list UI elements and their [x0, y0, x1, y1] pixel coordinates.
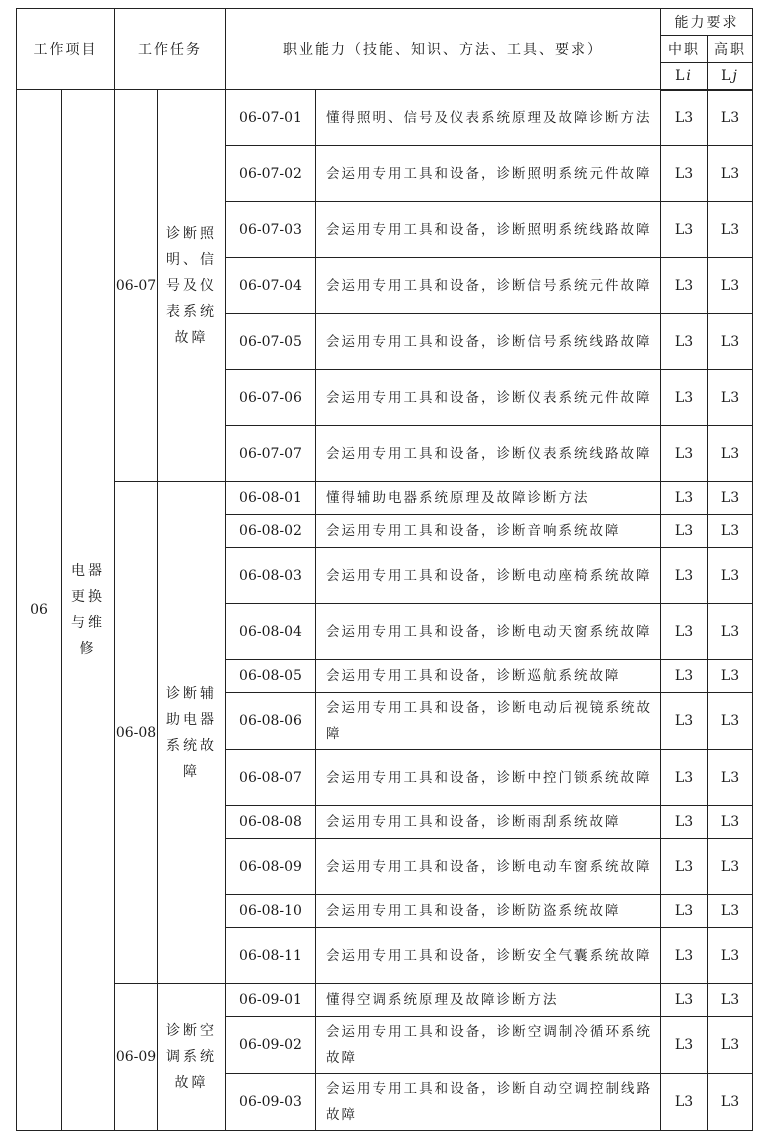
ability-id: 06-07-06 — [226, 370, 316, 426]
mid-level: L3 — [661, 984, 708, 1017]
high-level: L3 — [708, 482, 753, 515]
high-level: L3 — [708, 693, 753, 750]
table-body — [17, 90, 753, 1131]
header-lj — [708, 63, 753, 90]
ability-text: 会运用专用工具和设备，诊断电动天窗系统故障 — [316, 604, 661, 660]
mid-level: L3 — [661, 370, 708, 426]
ability-id: 06-07-02 — [226, 146, 316, 202]
high-level: L3 — [708, 806, 753, 839]
ability-text: 懂得辅助电器系统原理及故障诊断方法 — [316, 482, 661, 515]
ability-text: 会运用专用工具和设备，诊断信号系统线路故障 — [316, 314, 661, 370]
mid-level: L3 — [661, 548, 708, 604]
header-li — [661, 63, 708, 90]
high-level: L3 — [708, 258, 753, 314]
ability-id: 06-07-03 — [226, 202, 316, 258]
mid-level: L3 — [661, 314, 708, 370]
competency-table-sheet — [16, 8, 752, 1131]
high-level: L3 — [708, 984, 753, 1017]
header-lj-prefix: L — [721, 67, 733, 84]
ability-text: 会运用专用工具和设备，诊断照明系统元件故障 — [316, 146, 661, 202]
high-level: L3 — [708, 660, 753, 693]
header-work-task: 工作任务 — [115, 9, 226, 90]
header-li-prefix: L — [675, 67, 687, 84]
project-code: 06 — [17, 90, 62, 1131]
high-level: L3 — [708, 370, 753, 426]
ability-text: 会运用专用工具和设备，诊断中控门锁系统故障 — [316, 750, 661, 806]
ability-text: 会运用专用工具和设备，诊断音响系统故障 — [316, 515, 661, 548]
mid-level: L3 — [661, 202, 708, 258]
table-row — [17, 482, 753, 515]
high-level: L3 — [708, 146, 753, 202]
ability-id: 06-07-04 — [226, 258, 316, 314]
ability-id: 06-09-01 — [226, 984, 316, 1017]
high-level: L3 — [708, 750, 753, 806]
ability-text: 会运用专用工具和设备，诊断空调制冷循环系统故障 — [316, 1017, 661, 1074]
ability-text: 懂得空调系统原理及故障诊断方法 — [316, 984, 661, 1017]
mid-level: L3 — [661, 426, 708, 482]
mid-level: L3 — [661, 750, 708, 806]
ability-text: 会运用专用工具和设备，诊断电动车窗系统故障 — [316, 839, 661, 895]
mid-level: L3 — [661, 895, 708, 928]
ability-id: 06-08-06 — [226, 693, 316, 750]
ability-id: 06-08-07 — [226, 750, 316, 806]
high-level: L3 — [708, 314, 753, 370]
high-level: L3 — [708, 928, 753, 984]
table-header — [17, 9, 753, 90]
project-name: 电器更换与维修 — [62, 90, 115, 1131]
ability-id: 06-08-08 — [226, 806, 316, 839]
ability-id: 06-08-04 — [226, 604, 316, 660]
header-lj-sub: j — [732, 67, 739, 84]
ability-id: 06-08-09 — [226, 839, 316, 895]
task-code: 06-09 — [115, 984, 158, 1131]
task-code: 06-08 — [115, 482, 158, 984]
mid-level: L3 — [661, 258, 708, 314]
ability-text: 会运用专用工具和设备，诊断仪表系统元件故障 — [316, 370, 661, 426]
task-name: 诊断照明、信号及仪表系统故障 — [158, 90, 226, 482]
mid-level: L3 — [661, 839, 708, 895]
high-level: L3 — [708, 604, 753, 660]
ability-id: 06-08-02 — [226, 515, 316, 548]
header-requirement: 能力要求 — [661, 9, 753, 36]
high-level: L3 — [708, 90, 753, 146]
ability-id: 06-09-03 — [226, 1074, 316, 1131]
ability-text: 会运用专用工具和设备，诊断仪表系统线路故障 — [316, 426, 661, 482]
mid-level: L3 — [661, 1074, 708, 1131]
ability-id: 06-07-05 — [226, 314, 316, 370]
header-work-item: 工作项目 — [17, 9, 115, 90]
high-level: L3 — [708, 515, 753, 548]
ability-id: 06-08-11 — [226, 928, 316, 984]
mid-level: L3 — [661, 693, 708, 750]
ability-text: 会运用专用工具和设备，诊断电动后视镜系统故障 — [316, 693, 661, 750]
mid-level: L3 — [661, 660, 708, 693]
mid-level: L3 — [661, 806, 708, 839]
ability-text: 会运用专用工具和设备，诊断照明系统线路故障 — [316, 202, 661, 258]
header-li-sub: i — [686, 67, 693, 84]
ability-text: 会运用专用工具和设备，诊断巡航系统故障 — [316, 660, 661, 693]
ability-text: 懂得照明、信号及仪表系统原理及故障诊断方法 — [316, 90, 661, 146]
task-name: 诊断空调系统故障 — [158, 984, 226, 1131]
table-row — [17, 90, 753, 146]
ability-id: 06-08-05 — [226, 660, 316, 693]
high-level: L3 — [708, 895, 753, 928]
high-level: L3 — [708, 1074, 753, 1131]
mid-level: L3 — [661, 146, 708, 202]
ability-id: 06-08-03 — [226, 548, 316, 604]
mid-level: L3 — [661, 604, 708, 660]
competency-table — [16, 8, 753, 1131]
ability-id: 06-08-10 — [226, 895, 316, 928]
high-level: L3 — [708, 426, 753, 482]
ability-id: 06-09-02 — [226, 1017, 316, 1074]
task-name: 诊断辅助电器系统故障 — [158, 482, 226, 984]
mid-level: L3 — [661, 515, 708, 548]
ability-text: 会运用专用工具和设备，诊断雨刮系统故障 — [316, 806, 661, 839]
mid-level: L3 — [661, 928, 708, 984]
high-level: L3 — [708, 548, 753, 604]
header-mid: 中职 — [661, 36, 708, 63]
ability-id: 06-08-01 — [226, 482, 316, 515]
high-level: L3 — [708, 202, 753, 258]
header-ability: 职业能力（技能、知识、方法、工具、要求） — [226, 9, 661, 90]
high-level: L3 — [708, 1017, 753, 1074]
ability-id: 06-07-01 — [226, 90, 316, 146]
ability-id: 06-07-07 — [226, 426, 316, 482]
header-high: 高职 — [708, 36, 753, 63]
ability-text: 会运用专用工具和设备，诊断信号系统元件故障 — [316, 258, 661, 314]
ability-text: 会运用专用工具和设备，诊断电动座椅系统故障 — [316, 548, 661, 604]
high-level: L3 — [708, 839, 753, 895]
mid-level: L3 — [661, 90, 708, 146]
mid-level: L3 — [661, 482, 708, 515]
ability-text: 会运用专用工具和设备，诊断安全气囊系统故障 — [316, 928, 661, 984]
mid-level: L3 — [661, 1017, 708, 1074]
ability-text: 会运用专用工具和设备，诊断自动空调控制线路故障 — [316, 1074, 661, 1131]
table-row — [17, 984, 753, 1017]
ability-text: 会运用专用工具和设备，诊断防盗系统故障 — [316, 895, 661, 928]
task-code: 06-07 — [115, 90, 158, 482]
